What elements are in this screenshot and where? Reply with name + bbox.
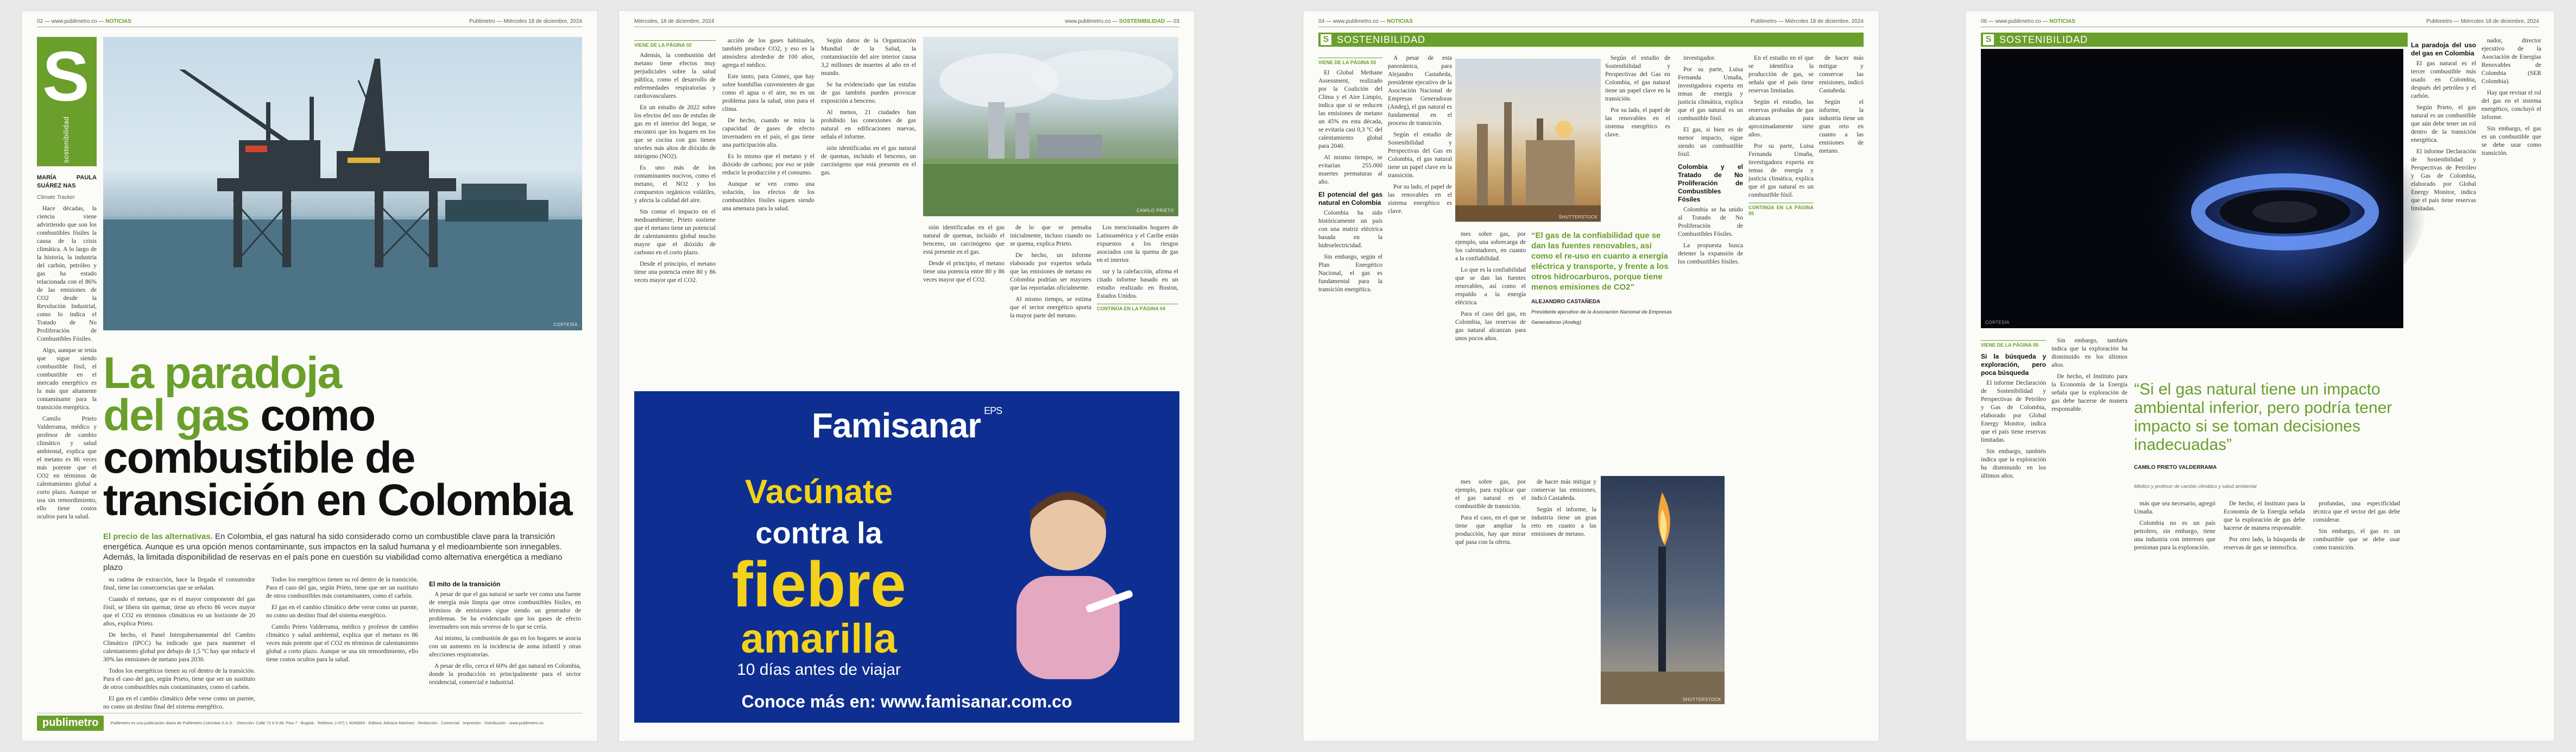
paragraph: Según el estudio de Sostenibilidad y Perspectivas del Gas en Colombia, el gas natural tiene un papel clave en la transición. [1388, 131, 1452, 179]
paragraph: Es lo mismo que el metano y el dióxido de carbono; por eso se pide reducir la producción y el consumo. [722, 153, 815, 176]
paragraph: El gas en el cambio climático debe verse como un puente, no como un destino final del sistema energético. [266, 604, 418, 619]
masthead-footer [37, 713, 582, 732]
folio-section: NOTICIAS [1387, 18, 1413, 24]
rig-illustration [103, 37, 582, 330]
paragraph: mes sobre gas, por ejemplo, una sobrecarga de los calentadores, en cuanto a la confiabilidad. [1455, 231, 1526, 262]
pull-quote [2134, 380, 2395, 496]
lead-text: En Colombia, el gas natural ha sido considerado como un combustible clave para la transición energética. Aunque es una opción menos contaminante, sus impactos en la salud humana y el medioambiente son innegables. Además, la limitada disponibilidad de reservas en el país pone en cuestión su viabilidad como alternativa energética a mediano plazo [103, 532, 563, 572]
article-column-2 [722, 37, 815, 385]
paragraph: investigador. [1683, 55, 1716, 61]
ad-line-days: 10 días antes de viajar [737, 661, 901, 679]
paragraph: Aunque se ven como una solución, los efectos de los combustibles fósiles siguen siendo una amenaza para la salud. [722, 181, 815, 212]
article-column-6 [1097, 224, 1178, 385]
folio-date: Publimetro — Miércoles 18 de diciembre, 2024 [2426, 18, 2539, 24]
article-column-2 [103, 576, 255, 710]
paragraph: más que sea necesario, agregó Umaña. [2134, 500, 2215, 515]
refinery-illustration [1455, 59, 1601, 222]
ad-person-illustration [978, 473, 1158, 679]
pull-quote-role: Presidente ejecutivo de la Asociación Nacional de Empresas Generadoras (Andeg) [1531, 309, 1672, 325]
page-folio [1981, 18, 2539, 27]
ad-cta-url[interactable]: Conoce más en: www.famisanar.com.co [741, 692, 1072, 711]
headline-green-2: del gas [103, 391, 249, 440]
section-logo [37, 37, 97, 117]
paragraph: mes sobre gas, por ejemplo, para explicar que el gas natural es el combustible de transición. [1455, 479, 1526, 510]
paragraph: Sin embargo, también indica que la exploración ha disminuido en los últimos años. [1981, 448, 2046, 479]
ad-brand-name: Famisanar [811, 406, 981, 445]
paragraph: Hay que revisar el rol del gas en el sistema energético, concluyó el informe. [2482, 90, 2541, 121]
photo-credit: SHUTTERSTOCK [1558, 215, 1598, 220]
paragraph: Sin embargo, también indica que la exploración ha disminuido en los últimos años. [2051, 337, 2127, 368]
page-4 [1966, 11, 2554, 741]
section-tab [37, 117, 97, 166]
ad-line-amarilla: amarilla [741, 616, 897, 662]
article-column-3 [266, 576, 418, 706]
publimetro-logo: publimetro [37, 716, 104, 731]
paragraph: Sin contar el impacto en el medioambiente, Prieto sostiene que el metano tiene un potencial de calentamiento global mucho mayor que el dióxido de carbono en el corto plazo. [634, 209, 716, 256]
pull-quote-role: Médico y profesor de cambio climático y salud ambiental [2134, 484, 2257, 489]
article-column-5 [1010, 224, 1091, 385]
article-column-7 [2482, 37, 2541, 728]
article-column-4 [923, 224, 1005, 385]
paragraph: Por su lado, el papel de las renovables en el sistema energético es clave. [1388, 184, 1452, 215]
folio-site: www.publimetro.co — [1065, 18, 1118, 24]
article-column-1 [634, 37, 716, 385]
paragraph: Sin embargo, el gas es un combustible que se debe usar como transición. [2313, 528, 2400, 551]
paragraph: Camilo Prieto Valderrama, médico y profesor de cambio climático y salud ambiental, explica que el metano es 86 veces más potente que el CO2 en términos de calentamiento global a corto plazo. Aunque se usa sin remordimiento, ello tiene costos ocultos para la salud. [266, 624, 418, 663]
paragraph: Así mismo, la combustión de gas en los hogares se asocia con un aumento en la incidencia de asma infantil y otras afecciones respiratorias. [429, 635, 581, 658]
paragraph: Se ha evidenciado que las estufas de gas también pueden provocar exposición a benceno. [821, 82, 916, 104]
article-column-4 [2224, 500, 2305, 728]
paragraph: profundas, una especificidad técnica que el sector del gas debe considerar. [2313, 500, 2400, 523]
article-column-4 [429, 576, 581, 706]
page-folio [634, 18, 1179, 27]
imprint-text: Publimetro es una publicación diaria de Publimetro Colombia S.A.S. · Dirección: Calle 72 # 5-38, Piso 7 · Bogotá · Teléfono: (+57) 1 4046969 · Editora: Adriana Martínez · Redacción · Comercial · Impresión · Distribución · www.publimetro.co [110, 720, 544, 725]
paragraph: Además, la combustión del metano tiene efectos muy perjudiciales sobre la salud pública, como el desarrollo de enfermedades respiratorias y cardiovasculares. [634, 52, 716, 99]
paragraph: Para el caso del gas, en Colombia, las reservas de gas natural alcanzan para unos pocos años. [1455, 311, 1526, 342]
article-column-4 [1455, 478, 1526, 734]
article-column-1 [37, 174, 97, 717]
ad-line-fiebre: fiebre [731, 549, 906, 621]
page-2 [619, 11, 1195, 741]
paragraph: Desde el principio, el metano tiene una potencia entre 80 y 86 veces mayor que el CO2. [923, 260, 1005, 283]
paragraph: Algo, aunque se tenía que sigue siendo combustible fósil, el combustible en el mercado energético es la más que altamente contaminante para la transición energética. [37, 347, 97, 411]
burner-flame-illustration [1981, 49, 2403, 328]
section-header [1318, 33, 1864, 47]
headline [103, 348, 581, 525]
ad-line-vacunate: Vacúnate [744, 473, 893, 511]
folio-section: NOTICIAS [2049, 18, 2075, 24]
paragraph: El informe Declaración de Sostenibilidad y Perspectivas de Petróleo y Gas de Colombia, elaborado por Global Energy Monitor, indica que el país tiene reservas limitadas. [2411, 148, 2476, 212]
page-3 [1303, 11, 1879, 741]
paragraph: sión identificadas en el gas natural de quemas, incluido el benceno, un carcinógeno que está presente en el gas. [923, 224, 1005, 255]
paragraph: sión identificadas en el gas natural de quemas, incluido el benceno, un carcinógeno que está presente en el gas. [821, 145, 916, 176]
paragraph: Al menos, 21 ciudades han prohibido las conexiones de gas natural en edificaciones nuevas, señala el informe. [821, 109, 916, 140]
paragraph: Al mismo tiempo, se estima que el sector energético aporta la mayor parte del metano. [1010, 296, 1091, 319]
plant-illustration [923, 37, 1178, 216]
subhead: Colombia y el Tratado de No Proliferación de Combustibles Fósiles [1678, 163, 1743, 203]
paragraph: Sin embargo, según el Plan Energético Nacional, el gas es fundamental para la transición energética. [1318, 254, 1382, 293]
article-column-9 [1819, 54, 1864, 734]
paragraph: La propuesta busca detener la expansión de los combustibles fósiles. [1678, 242, 1743, 265]
paragraph: Todos los energéticos tienen su rol dentro de la transición. Para el caso del gas, según Prieto, tiene que ser un sustituto de otros combustibles más contaminantes, como el carbón. [266, 576, 418, 599]
refinery-photo [1455, 59, 1601, 222]
continued-on: CONTINÚA EN LA PÁGINA 04 [1097, 304, 1178, 312]
article-column-5 [2313, 500, 2400, 728]
ad-brand-eps: EPS [984, 405, 1002, 416]
continued-from: VIENE DE LA PÁGINA 03 [1318, 58, 1382, 66]
article-column-3 [1455, 230, 1526, 464]
pull-quote-text: “El gas de la confiabilidad que se dan las fuentes renovables, así como el re-uso en cuanto a energía eléctrica y transporte, y frente a los otros hidrocarburos, porque tiene menos emisiones de CO2” [1531, 231, 1669, 292]
paragraph: A pesar de ello, cerca el 60% del gas natural en Colombia, donde la producción es principalmente para el sector residencial, comercial e industrial. [429, 663, 581, 686]
page-folio [37, 18, 582, 27]
paragraph: Todos los energéticos tienen su rol dentro de la transición. Para el caso del gas, según Prieto, tiene que ser un sustituto de otros combustibles más contaminantes, como el carbón. [103, 668, 255, 691]
paragraph: Al mismo tiempo, se evitarían 255.000 muertes prematuras al año. [1318, 154, 1382, 185]
paragraph: Según el estudio, las reservas probadas de gas alcanzan para aproximadamente siete años. [1748, 99, 1814, 138]
article-column-7 [1678, 54, 1743, 734]
paragraph: Según el informe, la industria tiene un gran reto en cuanto a las emisiones de metano. [1531, 506, 1596, 537]
paragraph: Por su parte, Luisa Fernanda Umaña, investigadora experta en temas de energía y justicia climática, explica que el gas natural es un combustible fósil. [1748, 143, 1814, 198]
paragraph: Por su lado, el papel de las renovables en el sistema energético es clave. [1605, 107, 1670, 138]
paragraph: Desde el principio, el metano tiene una potencia entre 80 y 86 veces mayor que el CO2. [634, 261, 716, 284]
paragraph: Lo que es la confiabilidad que se dan las fuentes renovables, así como el respaldo a la energía eléctrica. [1455, 267, 1526, 306]
photo-credit: CAMILO PRIETO [1136, 208, 1174, 213]
byline-role: Climate Tracker [37, 195, 75, 200]
paragraph: Según datos de la Organización Mundial de la Salud, la contaminación del aire interior causa 3,2 millones de muertes al año en el mundo. [821, 37, 916, 77]
folio-section: NOTICIAS [105, 18, 131, 24]
pull-quote-author: ALEJANDRO CASTAÑEDA [1531, 299, 1601, 305]
paragraph: Colombia se ha unido al Tratado de No Proliferación de Combustibles Fósiles. [1678, 206, 1743, 237]
article-column-2 [1388, 54, 1452, 734]
section-title: SOSTENIBILIDAD [1999, 34, 2088, 45]
paragraph: de hacer más mitigar y conservar las emisiones, indicó Castañeda. [1531, 479, 1596, 502]
section-header [1981, 33, 2408, 47]
folio-left: 02 — www.publimetro.co — [37, 18, 104, 24]
article-column-5 [1531, 478, 1596, 734]
paragraph: De hecho, un informe elaborado por expertos señala que las emisiones de metano en Colombia podrían ser mayores que las reportadas oficialmente. [1010, 252, 1091, 291]
continued-from: VIENE DE LA PÁGINA 05 [1981, 340, 2046, 348]
section-title: SOSTENIBILIDAD [1337, 34, 1426, 45]
offshore-rig-photo [103, 37, 582, 330]
folio-left: Miércoles, 18 de diciembre, 2024 [634, 18, 715, 24]
subhead: Si la búsqueda y exploración, pero poca búsqueda [1981, 353, 2046, 377]
photo-credit: CORTESÍA [1985, 320, 2010, 325]
paragraph: Colombia ha sido históricamente un país con una matriz eléctrica basada en la hidroelectricidad. [1318, 210, 1382, 249]
ad-brand [634, 405, 1179, 446]
folio-left: 06 — www.publimetro.co — [1981, 18, 2048, 24]
paragraph: su cadena de extracción, hace la llegada el consumidor final, tiene las consecuencias que se señalan. [103, 576, 255, 591]
folio-section: SOSTENIBILIDAD [1119, 18, 1165, 24]
pull-quote [1531, 230, 1672, 328]
pull-quote-author: CAMILO PRIETO VALDERRAMA [2134, 465, 2217, 471]
subhead: El mito de la transición [429, 580, 501, 588]
paragraph: Para el caso, en el que se tiene que ampliar la producción, hay que mirar qué pasa con la oferta. [1455, 515, 1526, 546]
gas-burner-photo [1981, 49, 2403, 328]
paragraph: Los mencionados hogares de Latinoamérica y el Caribe están expuestos a los riesgos asociados con la quema de gas en el interior. [1097, 224, 1178, 264]
paragraph: En el estudio en el que se identifica la producción de gas, se señala que el país tiene reservas limitadas. [1748, 55, 1814, 94]
folio-date: Publimetro — Miércoles 18 de diciembre, 2024 [1751, 18, 1864, 24]
section-letter: S [1321, 34, 1331, 45]
paragraph: Según el informe, la industria tiene un gran reto en cuanto a las emisiones de metano. [1819, 99, 1864, 154]
folio-date: Publimetro — Miércoles 18 de diciembre, 2024 [469, 18, 582, 24]
folio-page-number: — 03 [1166, 18, 1179, 24]
paragraph: De hecho, el Instituto para la Economía de la Energía señala que la exploración de gas debe hacerse de manera responsable. [2224, 500, 2305, 531]
famisanar-advertisement[interactable] [634, 391, 1179, 723]
paragraph: Según el estudio de Sostenibilidad y Perspectivas del Gas en Colombia, el gas natural tiene un papel clave en la transición. [1605, 55, 1670, 102]
power-plant-photo [923, 37, 1178, 216]
continued-on: CONTINÚA EN LA PÁGINA 05 [1748, 203, 1814, 217]
paragraph: En un estudio de 2022 sobre los efectos del uso de estufas de gas en el interior del hogar, se encontró que los hogares en los que se cocina con gas tienen niveles más altos de dióxido de nitrógeno (NO2). [634, 104, 716, 160]
subhead: El potencial del gas natural en Colombia [1318, 191, 1382, 206]
paragraph: acción de los gases habituales, también produce CO2, y eso es la atmósfera alrededor de 100 años, agrega el médico. [722, 37, 815, 68]
paragraph: De hecho, cuando se mira la capacidad de gases de efecto invernadero en el país, el gas tiene una participación alta. [722, 117, 815, 148]
headline-black: como combustible de transición en Colombia [103, 391, 572, 525]
article-column-3 [821, 37, 916, 385]
paragraph: Hace décadas, la ciencia viene advirtiendo que son los combustibles fósiles la causa de la crisis climática. A lo largo de la historia, la industria del carbón, petróleo y gas ha estado relacionada con el 86% de las emisiones de CO2 desde la Revolución Industrial, como lo indica el Tratado de No Proliferación de Combustibles Fósiles. [37, 205, 97, 342]
headline-green-1: La paradoja [103, 348, 342, 398]
section-letter: S [42, 36, 90, 116]
paragraph: Sin embargo, el gas es un combustible que se debe usar como transición. [2482, 126, 2541, 156]
photo-credit: CORTESÍA [553, 322, 578, 327]
article-column-1 [1981, 337, 2046, 728]
article-column-3 [2134, 500, 2215, 728]
paragraph: Colombia no es un país petrolero, sin embargo, tiene una industria con intereses que presionan para la exploración. [2134, 520, 2215, 551]
page-1 [22, 11, 597, 741]
paragraph: De hecho, el Panel Intergubernamental del Cambio Climático (IPCC) ha indicado que para mantener el calentamiento global por debajo de 1,5 °C hay que reducir el 30% las emisiones de metano para 2030. [103, 632, 255, 663]
lead-bold: El precio de las alternativas. [103, 532, 213, 541]
paragraph: Cuando el metano, que es el mayor componente del gas fósil, se libera sin quemar, tiene un efecto 86 veces mayor que el CO2 en términos climáticos en un horizonte de 20 años, explica Prieto. [103, 596, 255, 627]
paragraph: nador, director ejecutivo de la Asociación de Energías Renovables de Colombia (SER Colombia). [2482, 37, 2541, 85]
paragraph: Es uno más de los contaminantes nocivos, como el metano, el NO2 y los compuestos orgánicos volátiles, y afecta la calidad del aire. [634, 165, 716, 204]
section-vertical-label: sostenibilidad [62, 116, 70, 163]
paragraph: Según Prieto, el gas natural es un combustible que aún debe tener un rol dentro de la transición energética. [2411, 104, 2476, 143]
paragraph: A pesar de esta panorámica, para Alejandro Castañeda, presidente ejecutivo de la Asociación Nacional de Empresas Generadoras (Andeg), el gas natural es fundamental en el proceso de transición. [1388, 55, 1452, 127]
paragraph: Por otro lado, la búsqueda de reservas de gas se intensifica. [2224, 536, 2305, 551]
byline: MARÍA PAULA SUÁREZ NAS [37, 174, 97, 189]
paragraph: El Global Methane Assessment, realizado por la Coalición del Clima y el Aire Limpio, indica que si se reducen las emisiones de metano un 45% en esta década, se evitaría casi 0,3 °C del calentamiento global para 2040. [1318, 70, 1382, 149]
paragraph: de hacer más mitigar y conservar las emisiones, indicó Castañeda. [1819, 55, 1864, 94]
paragraph: A pesar de que el gas natural se suele ver como una fuente de energía más limpia que otros combustibles fósiles, en términos de emisiones sigue siendo un generador de problemas. Se ha evidenciado que los gases de efecto invernadero son más severos de lo que se creía. [429, 591, 581, 630]
section-letter: S [1983, 34, 1994, 45]
lead-paragraph [103, 531, 581, 573]
article-column-6 [1605, 54, 1670, 228]
pull-quote-text: “Si el gas natural tiene un impacto ambiental inferior, pero podría tener impacto si se toman decisiones inadecuadas” [2134, 380, 2392, 454]
subhead: La paradoja del uso del gas en Colombia [2411, 41, 2476, 57]
paragraph: sur y la calefacción, afirma el citado informe basado en un estudio realizado en Boston, Estados Unidos. [1097, 268, 1178, 299]
paragraph: Este tanto, para Gómez, que hay sobre bombillas convenientes de gas como el agua o el aire, no es un problema para la salud, sino para el clima. [722, 73, 815, 112]
paragraph: El gas natural es el tercer combustible más usado en Colombia, después del petróleo y el carbón. [2411, 60, 2476, 99]
folio-left: 04 — www.publimetro.co — [1318, 18, 1386, 24]
page-folio [1318, 18, 1864, 27]
article-column-1 [1318, 54, 1382, 734]
article-column-8 [1748, 54, 1814, 734]
photo-credit: SHUTTERSTOCK [1682, 697, 1721, 702]
paragraph: Por su parte, Luisa Fernanda Umaña, investigadora experta en temas de energía y justicia climática, explica que el gas natural es un combustible fósil. [1678, 66, 1743, 122]
paragraph: El informe Declaración de Sostenibilidad y Perspectivas de Petróleo y Gas de Colombia, elaborado por Global Energy Monitor, indica que el país tiene reservas limitadas. [1981, 380, 2046, 443]
paragraph: De hecho, el Instituto para la Economía de la Energía señala que la exploración de gas debe hacerse de manera responsable. [2051, 373, 2127, 412]
paragraph: de lo que se pensaba inicialmente, incluso cuando no se quema, explica Prieto. [1010, 224, 1091, 247]
ad-line-contra: contra la [755, 516, 882, 550]
article-column-2 [2051, 337, 2127, 728]
article-column-6 [2411, 37, 2476, 728]
paragraph: Camilo Prieto Valderrama, médico y profesor de cambio climático y salud ambiental, explica que el metano es 86 veces más potente que el CO2 en términos de calentamiento global a corto plazo. Aunque se usa sin remordimiento, ello tiene costos ocultos para la salud. [37, 416, 97, 520]
continued-from: VIENE DE LA PÁGINA 02 [634, 40, 716, 48]
paragraph: El gas en el cambio climático debe verse como un puente, no como un destino final del sistema energético. [103, 695, 255, 710]
paragraph: El gas, si bien es de menor impacto, sigue siendo un combustible fósil. [1678, 127, 1743, 158]
